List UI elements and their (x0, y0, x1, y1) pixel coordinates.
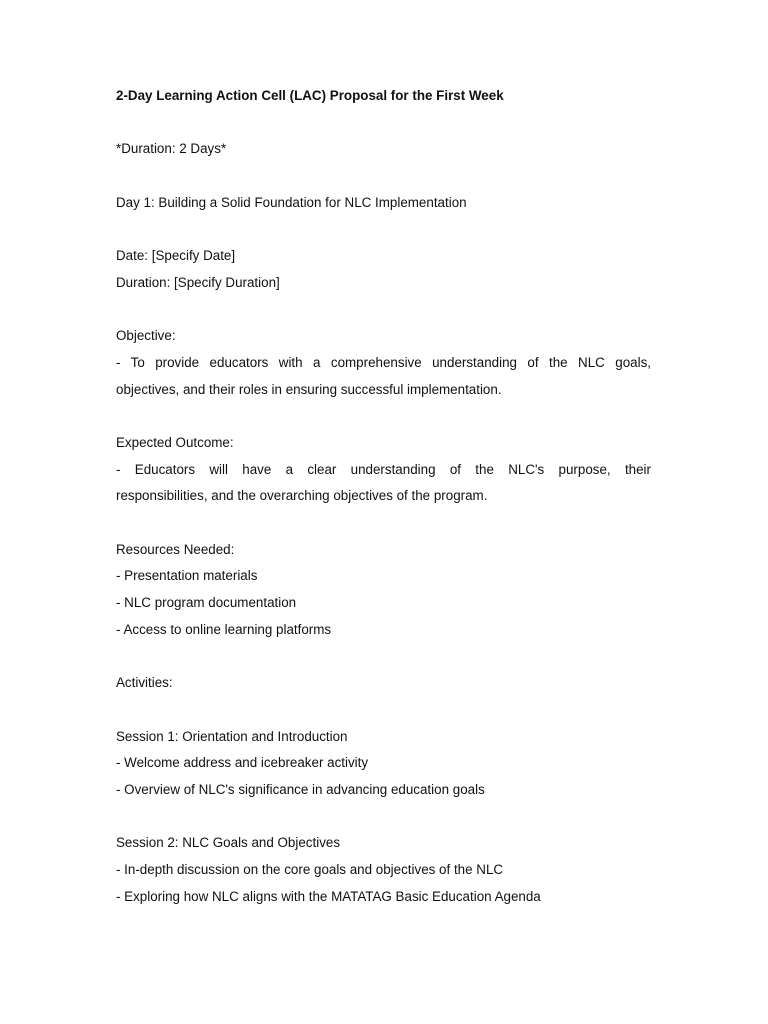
session2-heading: Session 2: NLC Goals and Objectives (116, 835, 341, 851)
session1-heading: Session 1: Orientation and Introduction (116, 728, 348, 744)
spacer (116, 300, 651, 327)
spacer (116, 406, 651, 433)
session2-item: - In-depth discussion on the core goals and objectives of the NLC (116, 861, 504, 877)
session2-item: - Exploring how NLC aligns with the MATATAG Basic Education Agenda (116, 888, 541, 904)
duration-line: Duration: [Specify Duration] (116, 274, 280, 290)
document-page (116, 86, 651, 913)
expected-outcome-text-line1: - Educators will have a clear understanding of the NLC's purpose, their (116, 461, 651, 477)
objective-text-line1: - To provide educators with a comprehensive understanding of the NLC goals, (116, 354, 651, 370)
resources-label: Resources Needed: (116, 541, 235, 557)
spacer (116, 219, 651, 246)
spacer (116, 166, 651, 193)
spacer (116, 807, 651, 834)
document-title: 2-Day Learning Action Cell (LAC) Proposal for the First Week (116, 88, 504, 103)
duration-note: *Duration: 2 Days* (116, 141, 227, 157)
spacer (116, 700, 651, 727)
objective-label: Objective: (116, 328, 176, 344)
expected-outcome-label: Expected Outcome: (116, 434, 234, 450)
resource-item: - Presentation materials (116, 568, 258, 584)
spacer (116, 113, 651, 140)
objective-text-line2: objectives, and their roles in ensuring successful implementation. (116, 381, 502, 397)
expected-outcome-text-line2: responsibilities, and the overarching objectives of the program. (116, 488, 488, 504)
spacer (116, 513, 651, 540)
session1-item: - Welcome address and icebreaker activity (116, 755, 369, 771)
session1-item: - Overview of NLC's significance in advancing education goals (116, 781, 485, 797)
resource-item: - NLC program documentation (116, 595, 297, 611)
day1-heading: Day 1: Building a Solid Foundation for NLC Implementation (116, 194, 467, 210)
spacer (116, 646, 651, 673)
date-line: Date: [Specify Date] (116, 248, 236, 264)
activities-label: Activities: (116, 675, 173, 691)
resource-item: - Access to online learning platforms (116, 621, 332, 637)
